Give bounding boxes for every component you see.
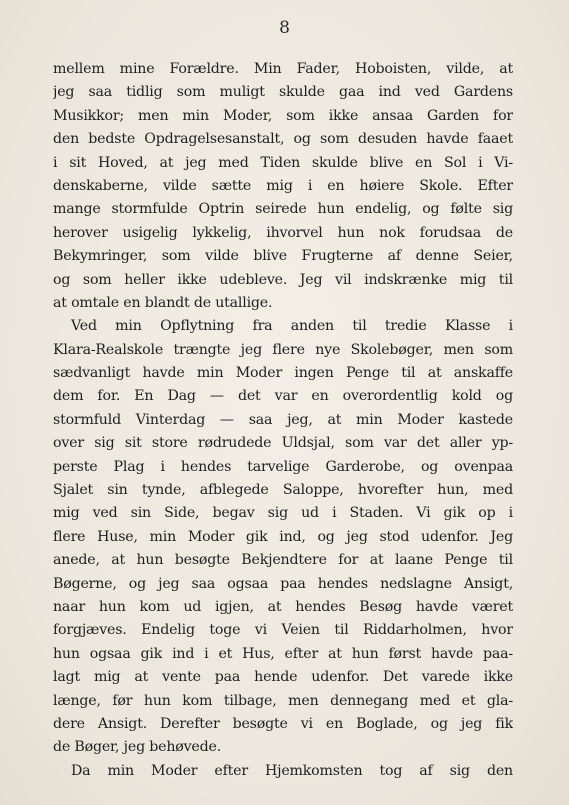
text-line: flere Huse, min Moder gik ind, og jeg stod udenfor. Jeg <box>53 528 513 545</box>
text-line: anede, at hun besøgte Bekjendtere for at laane Penge til <box>53 552 513 569</box>
text-line: lagt mig at vente paa hende udenfor. Det varede ikke <box>53 669 513 686</box>
text-line: mellem mine Forældre. Min Fader, Hoboisten, vilde, at <box>53 61 513 77</box>
text-line: Klara-Realskole trængte jeg flere nye Skolebøger, men som <box>53 341 513 358</box>
text-line: Sjalet sin tynde, afblegede Saloppe, hvorefter hun, med <box>53 482 513 499</box>
body-text <box>53 58 513 783</box>
text-line: dere Ansigt. Derefter besøgte vi en Boglade, og jeg fik <box>53 715 513 732</box>
paragraph-end-line: de Bøger, jeg behøvede. <box>53 739 222 756</box>
text-line: Musikkor; men min Moder, som ikke ansaa Garden for <box>53 107 513 124</box>
text-line: forgjæves. Endelig toge vi Veien til Riddarholmen, hvor <box>53 622 513 639</box>
text-line: hun ogsaa gik ind i et Hus, efter at hun først havde paa- <box>53 645 513 662</box>
paragraph-end-line: at omtale en blandt de utallige. <box>53 294 273 311</box>
text-line: jeg saa tidlig som muligt skulde gaa ind ved Gardens <box>53 84 513 101</box>
text-line: mig ved sin Side, begav sig ud i Staden. Vi gik op i <box>53 505 513 522</box>
text-line: i sit Hoved, at jeg med Tiden skulde blive en Sol i Vi- <box>53 154 513 171</box>
paragraph-start-line: Ved min Opflytning fra anden til tredie Klasse i <box>71 318 513 335</box>
page-number: 8 <box>279 18 290 38</box>
paragraph-start-line: Da min Moder efter Hjemkomsten tog af sig den <box>71 762 513 779</box>
text-line: stormfuld Vinterdag — saa jeg, at min Moder kastede <box>53 411 513 428</box>
text-line: Bekymringer, som vilde blive Frugterne af denne Seier, <box>53 248 513 265</box>
text-line: herover usigelig lykkelig, ihvorvel hun nok forudsaa de <box>53 224 513 241</box>
text-line: længe, før hun kom tilbage, men dennegang med et gla- <box>53 692 513 709</box>
text-line: naar hun kom ud igjen, at hendes Besøg havde været <box>53 598 513 615</box>
text-line: mange stormfulde Optrin seirede hun endelig, og følte sig <box>53 201 513 218</box>
text-line: denskaberne, vilde sætte mig i en høiere Skole. Efter <box>53 177 513 194</box>
text-line: perste Plag i hendes tarvelige Garderobe, og ovenpaa <box>53 458 513 475</box>
text-line: dem for. En Dag — det var en overordentlig kold og <box>53 388 513 405</box>
text-line: sædvanligt havde min Moder ingen Penge til at anskaffe <box>53 365 513 382</box>
text-line: den bedste Opdragelsesanstalt, og som desuden havde faaet <box>53 131 513 148</box>
text-line: og som heller ikke udebleve. Jeg vil indskrænke mig til <box>53 271 513 288</box>
text-line: over sig sit store rødrudede Uldsjal, som var det aller yp- <box>53 435 513 452</box>
text-line: Bøgerne, og jeg saa ogsaa paa hendes nedslagne Ansigt, <box>53 575 513 592</box>
